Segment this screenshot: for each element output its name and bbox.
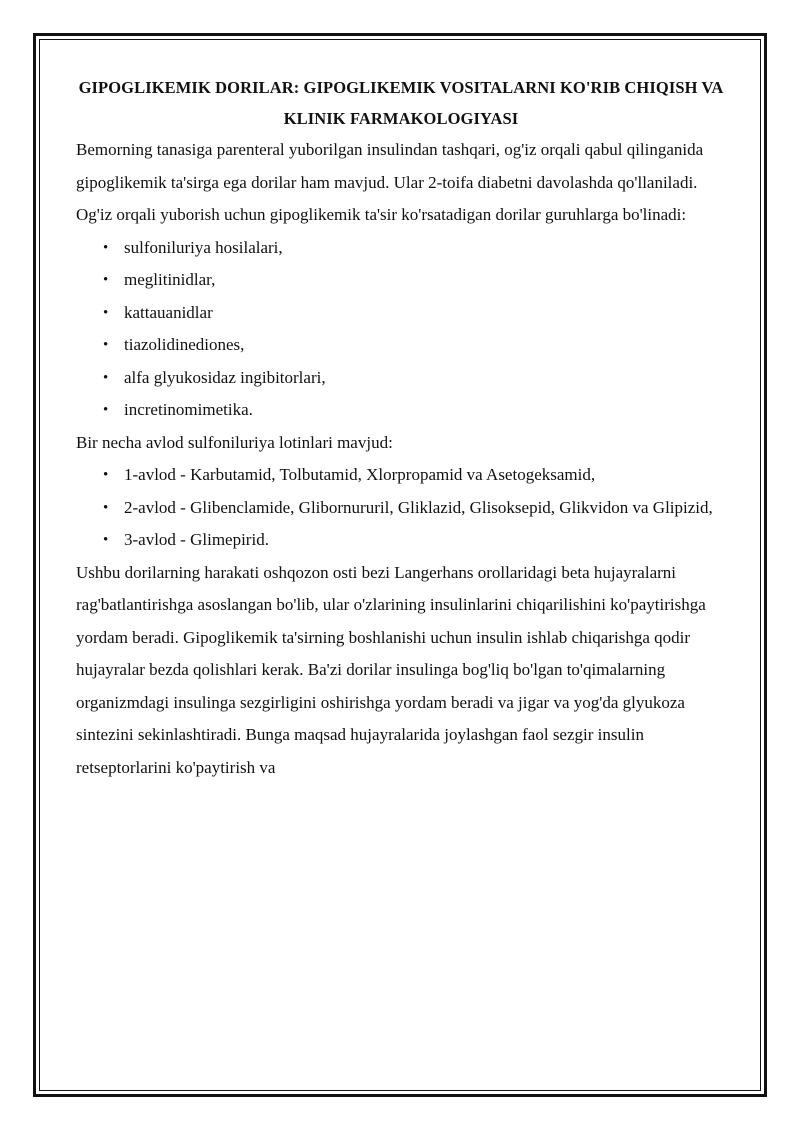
- bullet-icon: •: [103, 402, 109, 418]
- bullet-icon: •: [103, 304, 109, 321]
- paragraph-intro: Bemorning tanasiga parenteral yuborilgan insulindan tashqari, og'iz orqali qabul qilinganida gipoglikemik ta'sirga ega dorilar ham mavjud. Ular 2-toifa diabetni davolashda qo'llaniladi.: [76, 140, 704, 192]
- list-item-text: 3-avlod - Glimepirid.: [124, 530, 269, 549]
- list-item: [76, 524, 726, 557]
- list-item-text: sulfoniluriya hosilalari,: [124, 237, 283, 257]
- list-item: [76, 459, 726, 492]
- list-item-text: incretinomimetika.: [124, 400, 253, 419]
- list-item: [76, 232, 726, 265]
- paragraph-mechanism: Ushbu dorilarning harakati oshqozon osti bezi Langerhans orollaridagi beta hujayralarni rag'batlantirishga asoslangan bo'lib, ular o'zlarining insulinlarini chiqarilishini ko'paytirishga yordam beradi. Gipoglikemik ta'sirning boshlanishi uchun insulin ishlab chiqarishga qodir hujayralar bezda qolishlari kerak. Ba'zi dorilar insulinga bog'liq bo'lgan to'qimalarning organizmdagi insulinga sezgirligini oshirishga yordam beradi va jigar va yog'da glyukoza sintezini sekinlashtiradi. Bunga maqsad hujayralarida joylashgan faol sezgir insulin retseptorlarini ko'paytirish va: [76, 562, 706, 777]
- list-item: [76, 394, 726, 427]
- list-item: [76, 297, 726, 330]
- document-title: GIPOGLIKEMIK DORILAR: GIPOGLIKEMIK VOSITALARNI KO'RIB CHIQISH VA KLINIK FARMAKOLOGIYASI: [78, 78, 724, 128]
- paragraph-generations-intro: Bir necha avlod sulfoniluriya lotinlari mavjud:: [76, 432, 393, 452]
- bullet-icon: •: [103, 467, 109, 483]
- list-item-text: tiazolidinediones,: [124, 335, 245, 354]
- paragraph-groups-intro: Og'iz orqali yuborish uchun gipoglikemik ta'sir ko'rsatadigan dorilar guruhlarga bo'linadi:: [76, 205, 687, 224]
- list-item-text: kattauanidlar: [124, 302, 213, 322]
- bullet-icon: •: [103, 532, 109, 548]
- drug-groups-list: [76, 232, 726, 427]
- list-item: [76, 264, 726, 297]
- list-item: [76, 492, 726, 525]
- bullet-icon: •: [103, 369, 109, 386]
- list-item-text: 2-avlod - Glibenclamide, Glibornururil, Gliklazid, Glisoksepid, Glikvidon va Glipizid,: [124, 497, 713, 517]
- generations-list: [76, 459, 726, 557]
- list-item-text: 1-avlod - Karbutamid, Tolbutamid, Xlorpropamid va Asetogeksamid,: [124, 465, 596, 484]
- bullet-icon: •: [103, 239, 109, 256]
- list-item: [76, 329, 726, 362]
- list-item-text: alfa glyukosidaz ingibitorlari,: [124, 367, 326, 387]
- bullet-icon: •: [103, 337, 109, 353]
- list-item: [76, 362, 726, 395]
- document-content: [76, 72, 726, 784]
- bullet-icon: •: [103, 499, 109, 516]
- bullet-icon: •: [103, 272, 109, 288]
- list-item-text: meglitinidlar,: [124, 270, 216, 289]
